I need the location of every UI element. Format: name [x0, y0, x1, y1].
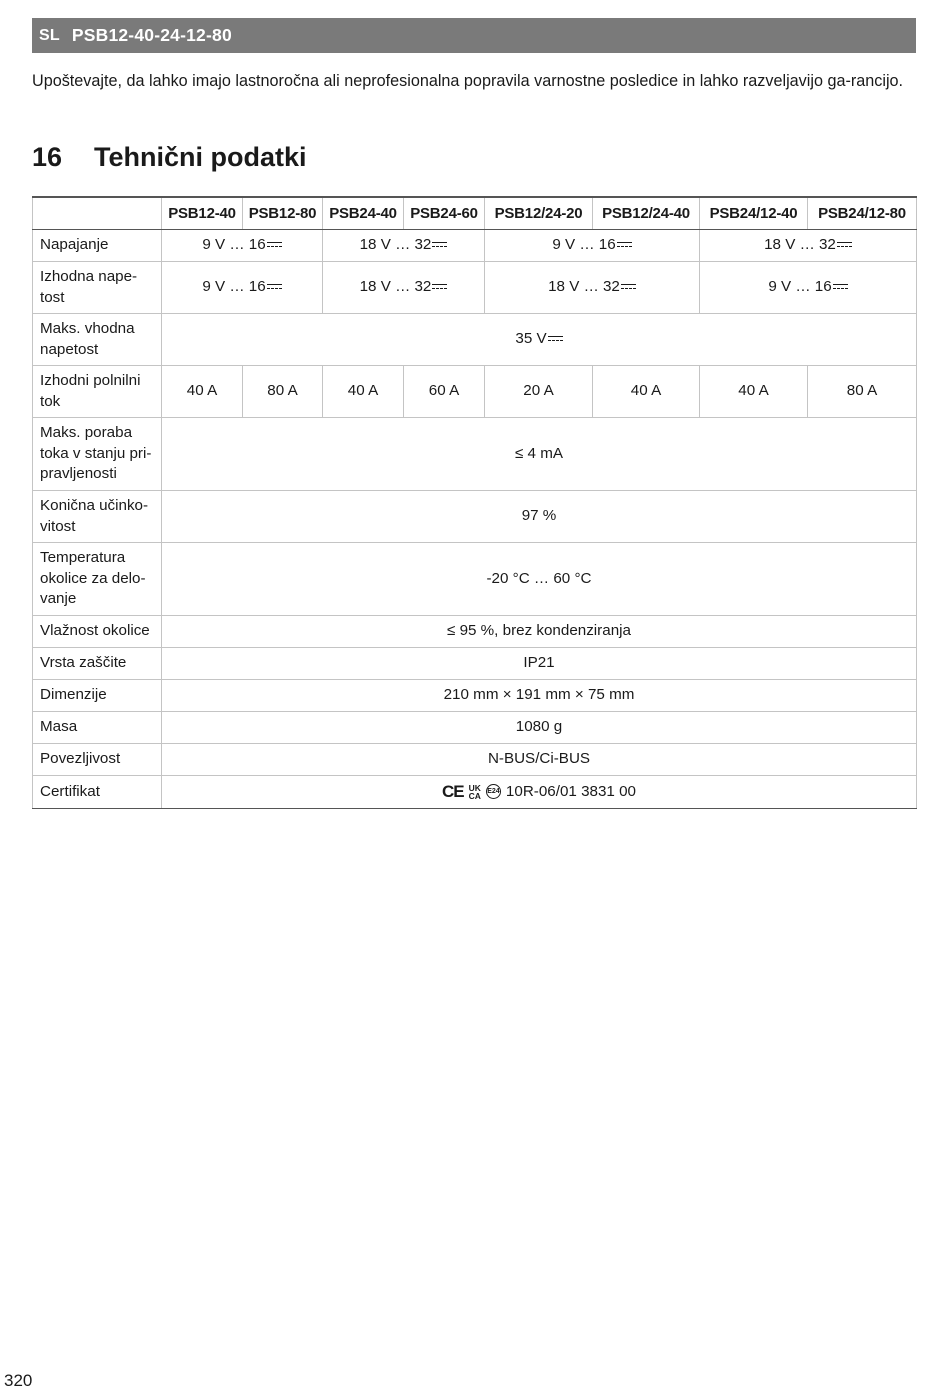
table-cell: N-BUS/Ci-BUS [162, 744, 917, 776]
table-row [33, 366, 917, 418]
column-header: PSB12-40 [162, 197, 243, 230]
ukca-top: UK [468, 782, 481, 793]
ukca-mark-icon [469, 784, 481, 800]
table-cell: 40 A [700, 366, 808, 418]
table-cell: 20 A [485, 366, 593, 418]
table-cell: -20 °C … 60 °C [162, 543, 917, 616]
cell-value: 35 V [515, 330, 547, 348]
table-row [33, 262, 917, 314]
dc-symbol-icon [267, 242, 282, 248]
table-cell [162, 314, 917, 366]
cell-value: 18 V … 32 [764, 236, 836, 254]
table-cell [323, 230, 485, 262]
cell-value: 18 V … 32 [359, 278, 432, 296]
row-label: Povezljivost [33, 744, 162, 776]
table-cell: 40 A [162, 366, 243, 418]
table-cell [323, 262, 485, 314]
header-bar [32, 18, 916, 53]
dc-symbol-icon [548, 336, 563, 342]
table-cell: 80 A [243, 366, 323, 418]
table-cell: 80 A [808, 366, 917, 418]
column-header: PSB24/12-40 [700, 197, 808, 230]
cell-value: 9 V … 16 [202, 278, 266, 296]
row-label: Maks. poraba toka v stanju pri-pravljenosti [33, 418, 162, 491]
section-number: 16 [32, 142, 63, 172]
e-mark-icon: E24 [486, 784, 501, 799]
row-label: Vrsta zaščite [33, 648, 162, 680]
dc-symbol-icon [432, 242, 447, 248]
dc-symbol-icon [617, 242, 632, 248]
table-cell: 40 A [323, 366, 404, 418]
page-number: 320 [4, 1371, 33, 1390]
row-label: Izhodni polnilni tok [33, 366, 162, 418]
row-label: Napajanje [33, 230, 162, 262]
table-cell: ≤ 95 %, brez kondenziranja [162, 616, 917, 648]
section-title [32, 142, 307, 173]
cell-value: 9 V … 16 [768, 278, 832, 296]
table-cell: 1080 g [162, 712, 917, 744]
table-row [33, 491, 917, 543]
header-empty-cell [33, 197, 162, 230]
dc-symbol-icon [621, 284, 636, 290]
table-cell: ≤ 4 mA [162, 418, 917, 491]
cell-value: 18 V … 32 [359, 236, 432, 254]
table-row [33, 543, 917, 616]
dc-symbol-icon [833, 284, 848, 290]
row-label: Certifikat [33, 776, 162, 809]
column-header: PSB12/24-40 [593, 197, 700, 230]
table-cell [700, 262, 917, 314]
table-cell [485, 262, 700, 314]
certification-marks [442, 782, 636, 803]
table-cell [162, 776, 917, 809]
column-header: PSB12/24-20 [485, 197, 593, 230]
product-code: PSB12-40-24-12-80 [71, 25, 232, 45]
certificate-number: 10R-06/01 3831 00 [505, 782, 636, 800]
table-row [33, 680, 917, 712]
language-code: SL [39, 26, 60, 44]
cell-value: 9 V … 16 [202, 236, 266, 254]
table-row [33, 776, 917, 809]
row-label: Konična učinko-vitost [33, 491, 162, 543]
table-row [33, 712, 917, 744]
row-label: Vlažnost okolice [33, 616, 162, 648]
column-header: PSB24/12-80 [808, 197, 917, 230]
row-label: Maks. vhodna napetost [33, 314, 162, 366]
table-cell: 210 mm × 191 mm × 75 mm [162, 680, 917, 712]
table-row [33, 230, 917, 262]
row-label: Dimenzije [33, 680, 162, 712]
cell-value: 18 V … 32 [548, 278, 620, 296]
cell-value: 9 V … 16 [552, 236, 616, 254]
table-row [33, 616, 917, 648]
column-header: PSB24-60 [404, 197, 485, 230]
dc-symbol-icon [267, 284, 282, 290]
table-row [33, 648, 917, 680]
dc-symbol-icon [837, 242, 852, 248]
table-cell: 97 % [162, 491, 917, 543]
table-cell [162, 262, 323, 314]
table-cell: IP21 [162, 648, 917, 680]
table-row [33, 418, 917, 491]
table-cell: 40 A [593, 366, 700, 418]
table-cell [485, 230, 700, 262]
column-header: PSB12-80 [243, 197, 323, 230]
section-title-text: Tehnični podatki [94, 142, 307, 172]
row-label: Temperatura okolice za delo-vanje [33, 543, 162, 616]
column-header: PSB24-40 [323, 197, 404, 230]
dc-symbol-icon [432, 284, 447, 290]
table-row [33, 314, 917, 366]
ce-mark-icon: CE [442, 781, 464, 801]
table-cell [700, 230, 917, 262]
table-row [33, 744, 917, 776]
intro-text: Upoštevajte, da lahko imajo lastnoročna ali neprofesionalna popravila varnostne posledice in lahko razveljavijo ga-rancijo. [32, 72, 904, 90]
table-header-row [33, 197, 917, 230]
table-cell: 60 A [404, 366, 485, 418]
ukca-bottom: CA [468, 790, 481, 801]
technical-data-table [32, 196, 917, 809]
table-cell [162, 230, 323, 262]
row-label: Izhodna nape-tost [33, 262, 162, 314]
row-label: Masa [33, 712, 162, 744]
